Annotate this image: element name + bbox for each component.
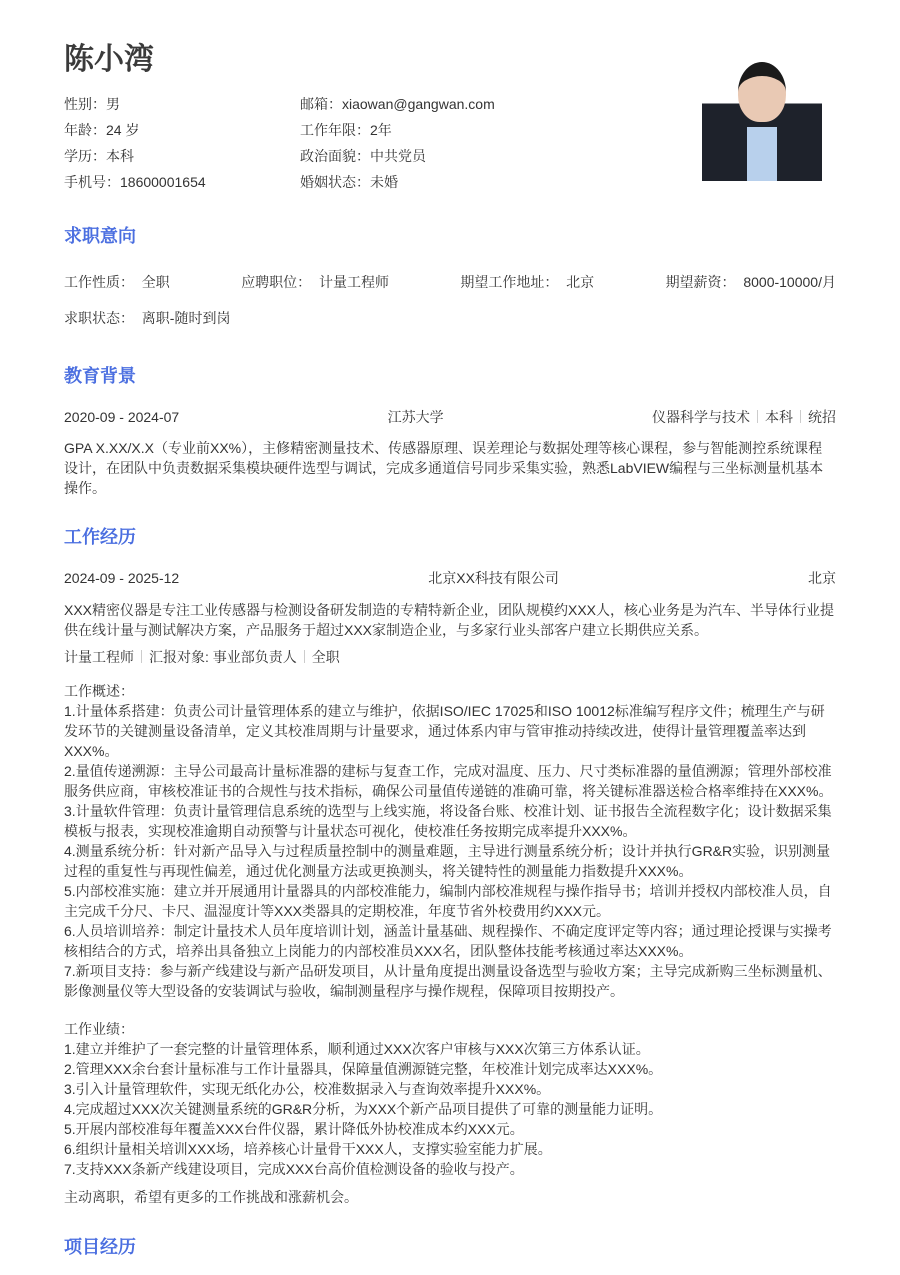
achievement-item: 4.完成超过XXX次关键测量系统的GR&R分析，为XXX个新产品项目提供了可靠的测量能力证明。 [64, 1101, 663, 1117]
intent-position: 应聘职位： 计量工程师 [241, 274, 389, 290]
achievement-item: 5.开展内部校准每年覆盖XXX台件仪器，累计降低外协校准成本约XXX元。 [64, 1121, 524, 1137]
company-description: XXX精密仪器是专注工业传感器与检测设备研发制造的专精特新企业，团队规模约XXX人，核心业务是为汽车、半导体行业提供在线计量与测试解决方案，产品服务于超过XXX家制造企业，与多家行业头部客户建立长期供应关系。 [64, 602, 835, 638]
education-school: 江苏大学 [387, 409, 444, 425]
overview-item: 3.计量软件管理：负责计量管理信息系统的选型与上线实施，将设备台账、校准计划、证书报告全流程数字化；设计数据采集模板与报表，实现校准逾期自动预警与计量状态可视化，使校准任务按期完成率提升XXX%。 [64, 803, 832, 839]
achievement-item: 6.组织计量相关培训XXX场，培养核心计量骨干XXX人，支撑实验室能力扩展。 [64, 1141, 552, 1157]
info-education: 学历：本科 [64, 148, 134, 164]
info-gender: 性别：男 [64, 96, 120, 112]
intent-type: 工作性质： 全职 [64, 274, 170, 290]
section-title-work: 工作经历 [64, 527, 136, 547]
education-period: 2020-09 - 2024-07 [64, 409, 180, 425]
section-title-intent: 求职意向 [64, 226, 136, 246]
work-achievements: 工作业绩： 1.建立并维护了一套完整的计量管理体系，顺利通过XXX次客户审核与XXX次第三方体系认证。 2.管理XXX余台套计量标准与工作计量器具，保障量值溯源链完整，年校准计划完成率达XXX%。 3.引入计量管理软件，实现无纸化办公，校准数据录入与查询效率提升XXX%。 4.完成超过XXX次关键测量系统的GR&R分析，为XXX个新产品项目提供了可靠的测量能力证明。 5.开展内部校准每年覆盖XXX台件仪器，累计降低外协校准成本约XXX元。 6.组织计量相关培训XXX场，培养核心计量骨干XXX人，支撑实验室能力扩展。 7.支持XXX条新产线建设项目，完成XXX台高价值检测设备的验收与投产。 [64, 1019, 836, 1179]
info-email: 邮箱：xiaowan@gangwan.com [300, 96, 495, 112]
work-tags: 计量工程师 汇报对象: 事业部负责人 全职 [64, 649, 340, 665]
achievement-item: 2.管理XXX余台套计量标准与工作计量器具，保障量值溯源链完整，年校准计划完成率达XXX%。 [64, 1061, 663, 1077]
work-company: 北京XX科技有限公司 [428, 570, 559, 586]
overview-item: 1.计量体系搭建：负责公司计量管理体系的建立与维护，依据ISO/IEC 17025和ISO 10012标准编写程序文件；梳理生产与研发环节的关键测量设备清单，定义其校准周期与计量要求，通过体系内审与管审推动持续改进，使得计量管理覆盖率达到XXX%。 [64, 703, 825, 759]
intent-status: 求职状态： 离职-随时到岗 [64, 310, 231, 326]
achievement-item: 1.建立并维护了一套完整的计量管理体系，顺利通过XXX次客户审核与XXX次第三方体系认证。 [64, 1041, 650, 1057]
info-marital: 婚姻状态：未婚 [300, 174, 398, 190]
intent-salary: 期望薪资： 8000-10000/月 [665, 274, 836, 290]
work-city: 北京 [807, 570, 836, 586]
work-overview: 工作概述： 1.计量体系搭建：负责公司计量管理体系的建立与维护，依据ISO/IEC 17025和ISO 10012标准编写程序文件；梳理生产与研发环节的关键测量设备清单，定义其校准周期与计量要求，通过体系内审与管审推动持续改进，使得计量管理覆盖率达到XXX%。 2.量值传递溯源：主导公司最高计量标准器的建标与复查工作，完成对温度、压力、尺寸类标准器的量值溯源；管理外部校准服务供应商，审核校准证书的合规性与技术指标，确保公司量值传递链的准确可靠，将关键标准器送检合格率维持在XXX%。 3.计量软件管理：负责计量管理信息系统的选型与上线实施，将设备台账、校准计划、证书报告全流程数字化；设计数据采集模板与报表，实现校准逾期自动预警与计量状态可视化，使校准任务按期完成率提升XXX%。 4.测量系统分析：针对新产品导入与过程质量控制中的测量难题，主导进行测量系统分析；设计并执行GR&R实验，识别测量过程的重复性与再现性偏差，通过优化测量方法或更换测头，将关键特性的测量能力指数提升XXX%。 5.内部校准实施：建立并开展通用计量器具的内部校准能力，编制内部校准规程与操作指导书；培训并授权内部校准人员，自主完成千分尺、卡尺、温湿度计等XXX类器具的定期校准，年度节省外校费用约XXX元。 6.人员培训培养：制定计量技术人员年度培训计划，涵盖计量基础、规程操作、不确定度评定等内容；通过理论授课与实操考核相结合的方式，培养出具备独立上岗能力的内部校准员XXX名，团队整体技能考核通过率达XXX%。 7.新项目支持：参与新产线建设与新产品研发项目，从计量角度提出测量设备选型与验收方案；主导完成新购三坐标测量机、影像测量仪等大型设备的安装调试与验收，编制测量程序与操作规程，保障项目按期投产。 [64, 681, 836, 1001]
basic-info [64, 94, 684, 192]
info-age: 年龄：24 岁 [64, 122, 140, 138]
candidate-name: 陈小湾 [64, 43, 154, 76]
overview-item: 4.测量系统分析：针对新产品导入与过程质量控制中的测量难题，主导进行测量系统分析；设计并执行GR&R实验，识别测量过程的重复性与再现性偏差，通过优化测量方法或更换测头，将关键特性的测量能力指数提升XXX%。 [64, 843, 831, 879]
overview-item: 6.人员培训培养：制定计量技术人员年度培训计划，涵盖计量基础、规程操作、不确定度评定等内容；通过理论授课与实操考核相结合的方式，培养出具备独立上岗能力的内部校准员XXX名，团队整体技能考核通过率达XXX%。 [64, 923, 832, 959]
education-major-info: 仪器科学与技术 本科 统招 [651, 409, 836, 425]
profile-photo [702, 52, 822, 181]
leave-reason: 主动离职，希望有更多的工作挑战和涨薪机会。 [64, 1189, 358, 1205]
info-political: 政治面貌：中共党员 [300, 148, 426, 164]
work-row [64, 568, 836, 588]
achievement-item: 3.引入计量管理软件，实现无纸化办公，校准数据录入与查询效率提升XXX%。 [64, 1081, 551, 1097]
intent-location: 期望工作地址： 北京 [460, 274, 595, 290]
intent-row [64, 272, 836, 292]
info-phone: 手机号：18600001654 [64, 174, 206, 190]
overview-item: 2.量值传递溯源：主导公司最高计量标准器的建标与复查工作，完成对温度、压力、尺寸类标准器的量值溯源；管理外部校准服务供应商，审核校准证书的合规性与技术指标，确保公司量值传递链的准确可靠，将关键标准器送检合格率维持在XXX%。 [64, 763, 833, 799]
overview-item: 7.新项目支持：参与新产线建设与新产品研发项目，从计量角度提出测量设备选型与验收方案；主导完成新购三坐标测量机、影像测量仪等大型设备的安装调试与验收，编制测量程序与操作规程，保障项目按期投产。 [64, 963, 832, 999]
education-description: GPA X.XX/X.X（专业前XX%），主修精密测量技术、传感器原理、误差理论与数据处理等核心课程，参与智能测控系统课程设计，在团队中负责数据采集模块硬件选型与调试，完成多通道信号同步采集实验，熟悉LabVIEW编程与三坐标测量机基本操作。 [64, 440, 824, 496]
section-title-projects: 项目经历 [64, 1237, 136, 1257]
overview-item: 5.内部校准实施：建立并开展通用计量器具的内部校准能力，编制内部校准规程与操作指导书；培训并授权内部校准人员，自主完成千分尺、卡尺、温湿度计等XXX类器具的定期校准，年度节省外校费用约XXX元。 [64, 883, 832, 919]
work-period: 2024-09 - 2025-12 [64, 570, 180, 586]
info-work-years: 工作年限：2年 [300, 122, 392, 138]
section-title-education: 教育背景 [64, 366, 136, 386]
education-row [64, 407, 836, 427]
achievement-item: 7.支持XXX条新产线建设项目，完成XXX台高价值检测设备的验收与投产。 [64, 1161, 524, 1177]
